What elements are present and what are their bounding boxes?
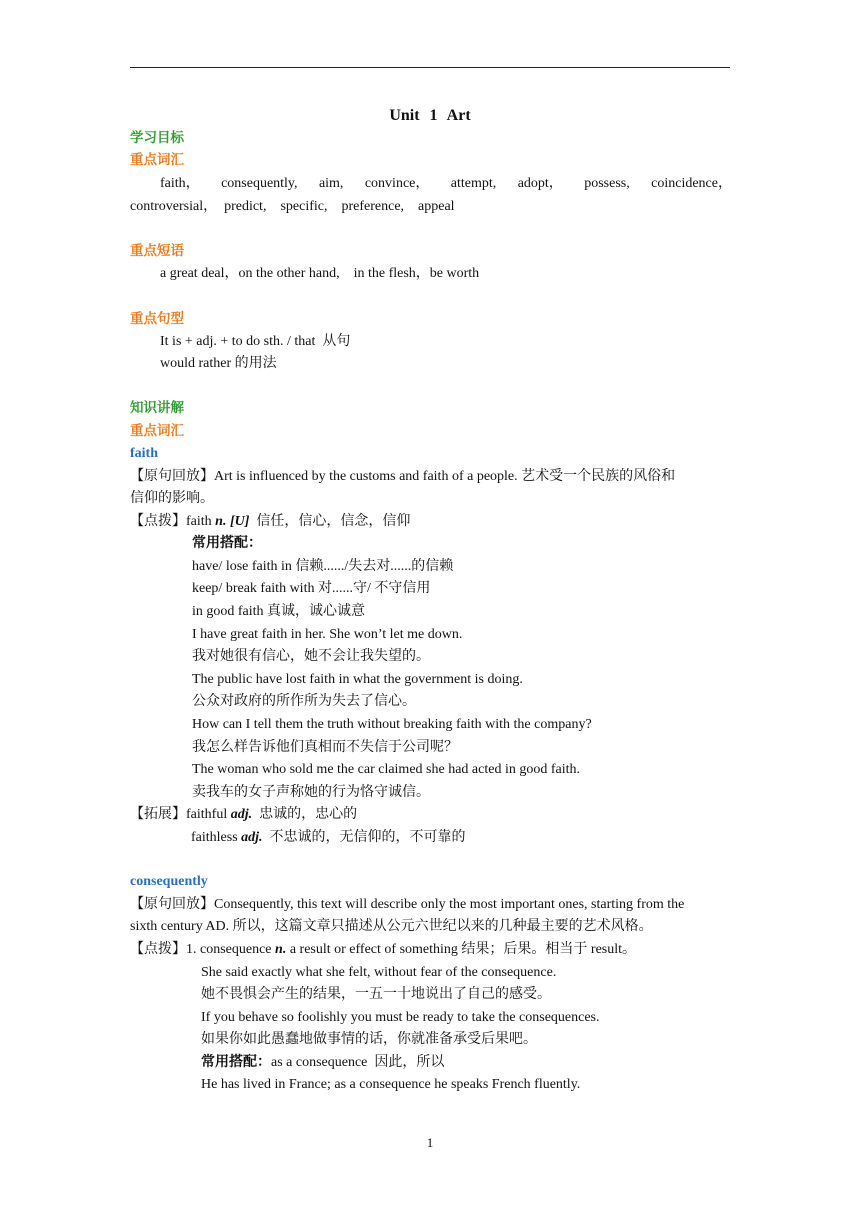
faith-line: The public have lost faith in what the government is doing. — [192, 672, 523, 687]
extension-label: 【拓展】 — [130, 807, 186, 822]
faith-line: I have great faith in her. She won’t let me down. — [192, 627, 463, 642]
part-of-speech: n. — [275, 942, 287, 957]
extension-word: faithless — [191, 830, 242, 845]
original-text: Consequently, this text will describe only the most important ones, starting from the — [214, 897, 685, 912]
sentence-pattern-2: would rather 的用法 — [160, 356, 277, 371]
consequently-original-continued: sixth century AD. 所以，这篇文章只描述从公元六世纪以来的几种最主要的艺术风格。 — [130, 919, 653, 934]
part-of-speech: n. [U] — [215, 514, 250, 529]
faith-line: have/ lose faith in 信赖....../失去对......的信赖 — [192, 559, 454, 574]
consequently-line: 她不畏惧会产生的结果，一五一十地说出了自己的感受。 — [201, 987, 551, 1002]
vocab-item: convince， — [364, 176, 430, 191]
faith-line: 公众对政府的所作所为失去了信心。 — [192, 694, 416, 709]
heading-key-vocab-2: 重点词汇 — [130, 423, 184, 439]
header-rule — [130, 67, 730, 68]
extension-word: faithful — [186, 807, 231, 822]
consequently-line: If you behave so foolishly you must be ready to take the consequences. — [201, 1010, 600, 1025]
vocab-item: possess, — [584, 176, 630, 191]
original-text: Art is influenced by the customs and faith of a people. 艺术受一个民族的风俗和 — [214, 469, 676, 484]
heading-key-vocab: 重点词汇 — [130, 152, 184, 168]
tip-word: faith — [186, 514, 216, 529]
faith-original-sentence — [130, 468, 675, 486]
word-heading-consequently: consequently — [130, 874, 208, 889]
consequently-line: She said exactly what she felt, without fear of the consequence. — [201, 965, 557, 980]
heading-key-sentences: 重点句型 — [130, 311, 184, 327]
faith-line: How can I tell them the truth without breaking faith with the company? — [192, 717, 592, 732]
original-label: 【原句回放】 — [130, 897, 214, 912]
tip-label: 【点拨】 — [130, 514, 186, 529]
faith-line: in good faith 真诚，诚心诚意 — [192, 604, 366, 619]
vocab-item: faith， — [160, 176, 200, 191]
extension-meaning: 忠诚的，忠心的 — [252, 807, 358, 822]
faith-tip — [130, 513, 410, 531]
vocab-item: aim, — [318, 176, 344, 191]
word-heading-faith: faith — [130, 446, 158, 461]
collocation-label: 常用搭配： — [201, 1055, 271, 1070]
original-label: 【原句回放】 — [130, 469, 214, 484]
faith-line: 我怎么样告诉他们真相而不失信于公司呢？ — [192, 740, 458, 755]
vocab-item: adopt， — [517, 176, 563, 191]
phrases-list: a great deal，on the other hand, in the flesh，be worth — [160, 266, 480, 281]
heading-key-phrases: 重点短语 — [130, 243, 184, 259]
sentence-pattern-1: It is + adj. + to do sth. / that 从句 — [160, 334, 351, 349]
consequently-line: 如果你如此愚蠢地做事情的话，你就准备承受后果吧。 — [201, 1032, 537, 1047]
tip-label: 【点拨】 — [130, 942, 186, 957]
tip-meaning: a result or effect of something 结果；后果。相当于 result。 — [286, 942, 637, 957]
tip-word: 1. consequence — [186, 942, 276, 957]
vocab-item: attempt, — [450, 176, 497, 191]
vocab-item: coincidence， — [651, 176, 732, 191]
heading-knowledge: 知识讲解 — [130, 400, 184, 416]
consequently-tip — [130, 941, 636, 959]
collocation-text: as a consequence 因此，所以 — [271, 1055, 445, 1070]
heading-objectives: 学习目标 — [130, 130, 184, 146]
consequently-original-sentence — [130, 896, 684, 914]
consequently-collocation — [201, 1054, 444, 1072]
part-of-speech: adj. — [230, 807, 253, 822]
vocab-list-line2: controversial， predict, specific, preference, appeal — [130, 199, 455, 214]
tip-meaning: 信任，信心，信念，信仰 — [249, 514, 411, 529]
consequently-line: He has lived in France; as a consequence he speaks French fluently. — [201, 1077, 581, 1092]
vocab-list-line1 — [160, 175, 732, 193]
faith-original-continued: 信仰的影响。 — [130, 491, 214, 506]
faith-line: keep/ break faith with 对......守/ 不守信用 — [192, 581, 431, 596]
faith-extension-2 — [191, 829, 466, 847]
collocation-label: 常用搭配： — [192, 536, 262, 551]
faith-line: 我对她很有信心，她不会让我失望的。 — [192, 649, 430, 664]
page-number: 1 — [426, 1135, 434, 1150]
vocab-item: consequently, — [221, 176, 298, 191]
faith-extension — [130, 806, 357, 824]
part-of-speech: adj. — [241, 830, 263, 845]
extension-meaning: 不忠诚的，无信仰的，不可靠的 — [262, 830, 466, 845]
faith-line: 卖我车的女子声称她的行为恪守诚信。 — [192, 785, 430, 800]
page-title: Unit 1 Art — [389, 107, 471, 124]
faith-line: The woman who sold me the car claimed she had acted in good faith. — [192, 762, 580, 777]
